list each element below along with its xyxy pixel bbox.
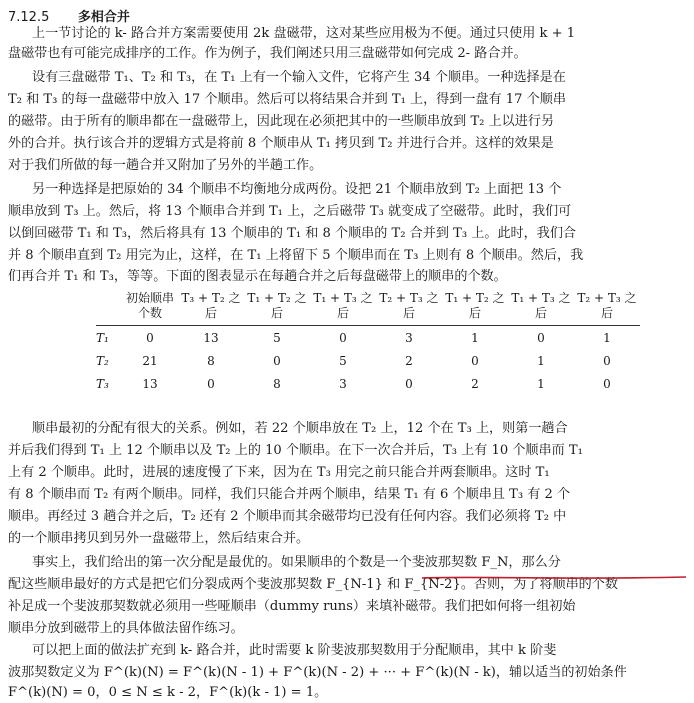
table-cell: 0 (603, 376, 611, 391)
table-cell: 1 (471, 330, 479, 345)
text-line: T₂ 和 T₃ 的每一盘磁带中放入 17 个顺串。然后可以将结果合并到 T₁ 上，得到一盘有 17 个顺串 (8, 92, 566, 107)
underline-stroke (422, 577, 686, 578)
table-cell: 0 (273, 353, 281, 368)
table-cell: 8 (207, 353, 215, 368)
table-cell: 5 (339, 353, 347, 368)
table-header-cell: T₂ + T₃ 之后 (574, 287, 640, 326)
text-line: 顺串最初的分配有很大的关系。例如，若 22 个顺串放在 T₂ 上，12 个在 T₃ 上，则第一趟合 (32, 421, 568, 436)
tape-label: T₂ (96, 353, 109, 368)
text-line: 对于我们所做的每一趟合并又附加了另外的半趟工作。 (8, 158, 323, 173)
table-row (96, 349, 640, 372)
table-row (96, 326, 640, 350)
table-cell: 0 (603, 353, 611, 368)
table-cell: 1 (603, 330, 611, 345)
text-line: 并 8 个顺串直到 T₂ 用完为止，这样，在 T₁ 上将留下 5 个顺串而在 T₃ 上则有 8 个顺串。然后，我 (8, 248, 584, 263)
table-cell: 0 (146, 330, 154, 345)
table-header-cell: T₁ + T₃ 之后 (310, 287, 376, 326)
text-line: 盘磁带也有可能完成排序的工作。作为例子，我们阐述只用三盘磁带如何完成 2- 路合并。 (8, 46, 527, 61)
section-title: 多相合并 (77, 10, 130, 25)
section-heading (8, 6, 130, 25)
table-cell: 8 (273, 376, 281, 391)
table-cell: 13 (203, 330, 219, 345)
text-line: 顺串放到 T₃ 上。然后，将 13 个顺串合并到 T₁ 上，之后磁带 T₃ 就变成了空磁带。此时，我们可 (8, 204, 572, 219)
text-line: 的磁带。由于所有的顺串都在一盘磁带上，因此现在必须把其中的一些顺串放到 T₂ 上以进行另 (8, 114, 555, 129)
table-cell: 0 (405, 376, 413, 391)
text-line: 的一个顺串拷贝到另外一盘磁带上，然后结束合并。 (8, 531, 310, 546)
table-header-row (96, 287, 640, 326)
text-line: 配这些顺串最好的方式是把它们分裂成两个斐波那契数 F_{N-1} 和 F_{N-2}。否则，为了将顺串的个数 (8, 577, 618, 592)
table-row (96, 372, 640, 395)
handwritten-underline (420, 574, 688, 582)
table-cell: 1 (537, 376, 545, 391)
text-line: 补足成一个斐波那契数就必须用一些哑顺串（dummy runs）来填补磁带。我们把如何将一组初始 (8, 599, 576, 614)
section-number: 7.12.5 (8, 10, 50, 25)
table-cell: 0 (471, 353, 479, 368)
table-cell: 1 (537, 353, 545, 368)
table-cell: 13 (142, 376, 158, 391)
text-line: 上一节讨论的 k- 路合并方案需要使用 2k 盘磁带，这对某些应用极为不便。通过只使用 k + 1 (32, 26, 576, 41)
table-cell: 2 (405, 353, 413, 368)
text-line: 有 8 个顺串而 T₂ 有两个顺串。同样，我们只能合并两个顺串，结果 T₁ 有 6 个顺串且 T₃ 有 2 个 (8, 487, 571, 502)
table-cell: 3 (405, 330, 413, 345)
table-header-cell: T₃ + T₂ 之后 (178, 287, 244, 326)
text-line: 设有三盘磁带 T₁、T₂ 和 T₃，在 T₁ 上有一个输入文件，它将产生 34 个顺串。一种选择是在 (32, 70, 566, 85)
table-header-cell: T₁ + T₃ 之后 (508, 287, 574, 326)
table-header-cell: T₂ + T₃ 之后 (376, 287, 442, 326)
tape-label: T₃ (96, 376, 109, 391)
table-cell: 0 (537, 330, 545, 345)
text-line: 上有 2 个顺串。此时，进展的速度慢了下来，因为在 T₃ 用完之前只能合并两套顺串。这时 T₁ (8, 465, 550, 480)
run-count-table (96, 287, 640, 395)
text-line: 波那契数定义为 F^(k)(N) = F^(k)(N - 1) + F^(k)(N - 2) + ··· + F^(k)(N - k)，辅以适当的初始条件 (8, 665, 627, 680)
table-cell: 3 (339, 376, 347, 391)
text-line: F^(k)(N) = 0，0 ≤ N ≤ k - 2，F^(k)(k - 1) = 1。 (8, 685, 328, 700)
table-cell: 0 (339, 330, 347, 345)
text-line: 并后我们得到 T₁ 上 12 个顺串以及 T₂ 上的 10 个顺串。在下一次合并后，T₃ 上有 10 个顺串而 T₁ (8, 443, 583, 458)
text-line: 另一种选择是把原始的 34 个顺串不均衡地分成两份。设把 21 个顺串放到 T₂ 上面把 13 个 (32, 182, 562, 197)
table-header-cell: T₁ + T₂ 之后 (244, 287, 310, 326)
table-cell: 21 (142, 353, 158, 368)
text-line: 外的合并。执行该合并的逻辑方式是将前 8 个顺串从 T₁ 拷贝到 T₂ 并进行合并。这样的效果是 (8, 136, 554, 151)
text-line: 顺串。再经过 3 趟合并之后，T₂ 还有 2 个顺串而其余磁带均已没有任何内容。我们必须将 T₂ 中 (8, 509, 567, 524)
tape-label: T₁ (96, 330, 109, 345)
table-cell: 0 (207, 376, 215, 391)
table-cell: 5 (273, 330, 281, 345)
text-line: 可以把上面的做法扩充到 k- 路合并，此时需要 k 阶斐波那契数用于分配顺串，其中 k 阶斐 (32, 643, 557, 658)
table-cell: 2 (471, 376, 479, 391)
text-line: 们再合并 T₁ 和 T₃，等等。下面的图表显示在每趟合并之后每盘磁带上的顺串的个数。 (8, 269, 507, 284)
text-line: 顺串分放到磁带上的具体做法留作练习。 (8, 621, 244, 636)
text-line: 事实上，我们给出的第一次分配是最优的。如果顺串的个数是一个斐波那契数 F_N，那么分 (32, 555, 561, 570)
table-header-cell: 初始顺串个数 (122, 287, 178, 326)
table-header-cell (96, 287, 122, 326)
text-line: 以倒回磁带 T₁ 和 T₃，然后将具有 13 个顺串的 T₁ 和 8 个顺串的 T₂ 合并到 T₃ 上。此时，我们合 (8, 226, 577, 241)
table-header-cell: T₁ + T₂ 之后 (442, 287, 508, 326)
